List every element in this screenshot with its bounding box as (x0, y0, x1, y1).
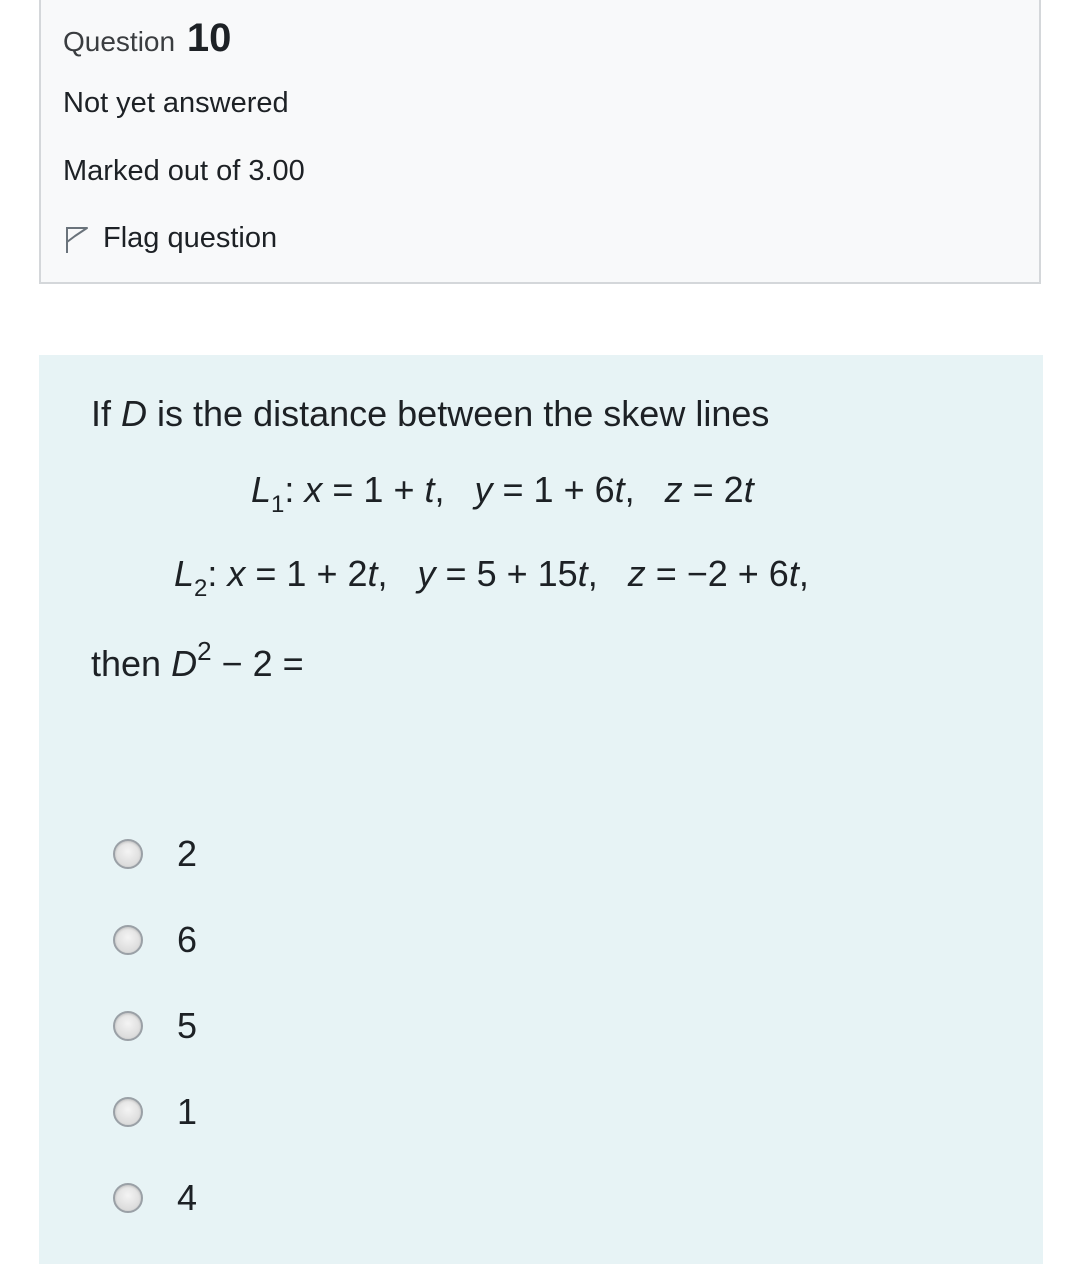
flag-question-link[interactable] (63, 222, 277, 255)
l1-x-var: x (304, 469, 323, 510)
l2-y-var: y (417, 553, 436, 594)
l2-x-t: t (367, 553, 378, 594)
l2-x-var: x (227, 553, 246, 594)
flag-icon (63, 224, 91, 254)
l2-colon: : (207, 553, 228, 594)
l2-sep1: , (377, 553, 418, 594)
l2-sub: 2 (194, 575, 208, 602)
l1-x-expr: = 1 + (322, 469, 425, 510)
l1-colon: : (284, 469, 305, 510)
radio-button[interactable] (113, 1011, 143, 1041)
question-state: Not yet answered (63, 87, 289, 119)
l1-z-expr: = 2 (682, 469, 744, 510)
l2-y-t: t (577, 553, 588, 594)
question-info-panel (39, 0, 1041, 284)
l1-y-var: y (474, 469, 493, 510)
answer-option-4[interactable] (113, 1091, 197, 1133)
l1-name: L (251, 469, 272, 510)
l1-z-t: t (743, 469, 754, 510)
answer-option-2[interactable] (113, 919, 197, 961)
l1-sub: 1 (271, 491, 285, 518)
l1-sep1: , (434, 469, 475, 510)
l1-sep2: , (624, 469, 665, 510)
answer-label: 1 (177, 1091, 198, 1132)
question-then (91, 636, 304, 685)
l2-end: , (798, 553, 809, 594)
then-prefix: then (91, 643, 172, 684)
line-l2-equation (174, 553, 809, 603)
l1-y-expr: = 1 + 6 (492, 469, 615, 510)
l1-y-t: t (614, 469, 625, 510)
l1-z-var: z (664, 469, 683, 510)
intro-suffix: is the distance between the skew lines (147, 393, 770, 434)
line-l1-equation (251, 469, 754, 519)
then-var: D (171, 643, 198, 684)
l2-x-expr: = 1 + 2 (245, 553, 368, 594)
l2-z-t: t (788, 553, 799, 594)
answer-option-5[interactable] (113, 1177, 197, 1219)
l2-name: L (174, 553, 195, 594)
question-intro (91, 393, 769, 435)
l2-sep2: , (587, 553, 628, 594)
question-word: Question (63, 26, 176, 57)
then-sup: 2 (197, 636, 212, 666)
flag-question-label: Flag question (103, 222, 278, 254)
answer-label: 2 (177, 833, 198, 874)
then-suffix: − 2 = (211, 643, 304, 684)
answer-label: 5 (177, 1005, 198, 1046)
question-content (39, 355, 1043, 1264)
question-grade: Marked out of 3.00 (63, 155, 305, 187)
radio-button[interactable] (113, 839, 143, 869)
answer-label: 4 (177, 1177, 198, 1218)
l1-x-t: t (424, 469, 435, 510)
question-number-heading (63, 16, 231, 61)
answer-option-3[interactable] (113, 1005, 197, 1047)
answer-option-1[interactable] (113, 833, 197, 875)
answer-label: 6 (177, 919, 198, 960)
l2-z-expr: = −2 + 6 (645, 553, 789, 594)
intro-prefix: If (91, 393, 122, 434)
intro-var: D (121, 393, 148, 434)
radio-button[interactable] (113, 925, 143, 955)
l2-z-var: z (627, 553, 646, 594)
radio-button[interactable] (113, 1097, 143, 1127)
l2-y-expr: = 5 + 15 (435, 553, 578, 594)
radio-button[interactable] (113, 1183, 143, 1213)
question-number: 10 (186, 16, 232, 60)
